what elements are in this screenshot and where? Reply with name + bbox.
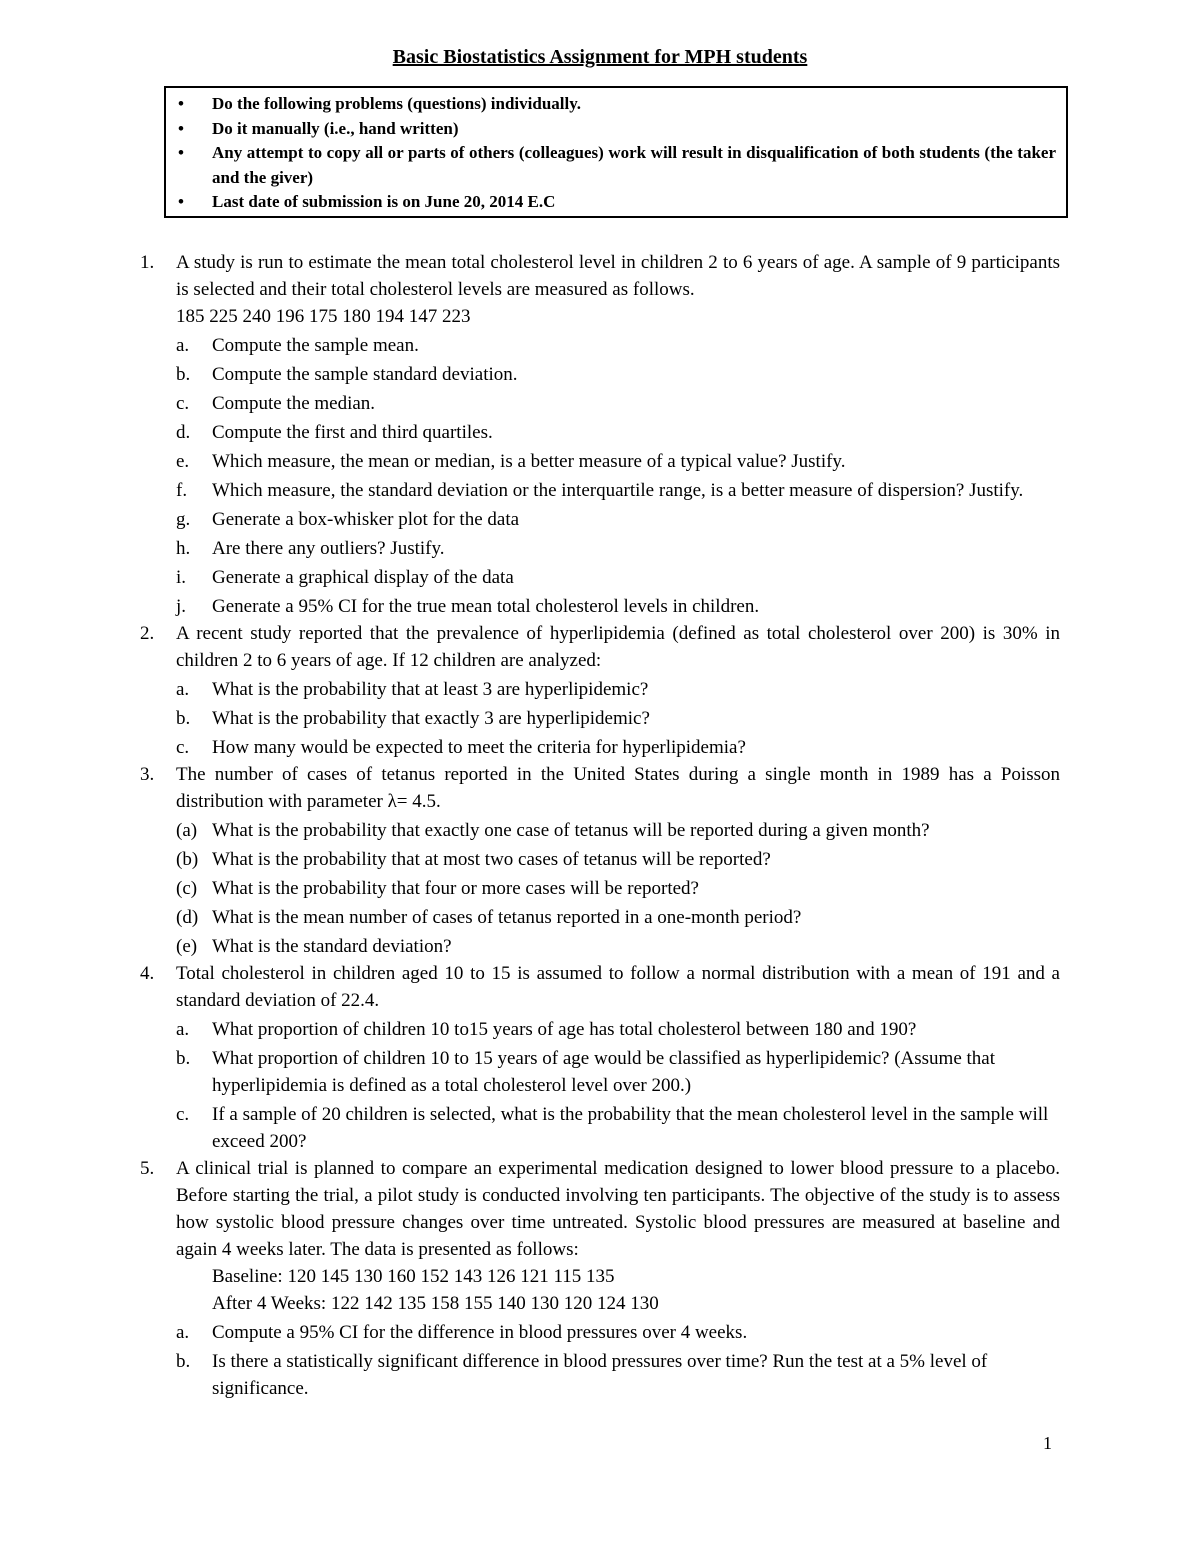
question-item: a. Compute a 95% CI for the difference in blood pressures over 4 weeks.: [176, 1322, 748, 1343]
question-item: a. What proportion of children 10 to15 years of age has total cholesterol between 180 and 190?: [176, 1019, 917, 1040]
question-number: 2.: [140, 623, 155, 644]
question-item: e. Which measure, the mean or median, is a better measure of a typical value? Justify.: [176, 451, 846, 472]
instruction-item: • Last date of submission is on June 20, 2014 E.C: [212, 190, 1056, 215]
question-text: A study is run to estimate the mean total cholesterol level in children 2 to 6 years of age. A sample of 9 participants is selected and their total cholesterol levels are measured as follows.: [176, 252, 1060, 300]
question-4: [140, 960, 1060, 1155]
question-number: 1.: [140, 252, 155, 273]
question-item: (b) What is the probability that at most two cases of tetanus will be reported?: [176, 849, 771, 870]
question-text: A recent study reported that the prevalence of hyperlipidemia (defined as total cholesterol over 200) is 30% in children 2 to 6 years of age. If 12 children are analyzed:: [176, 623, 1060, 671]
question-item: a. What is the probability that at least 3 are hyperlipidemic?: [176, 679, 649, 700]
question-number: 4.: [140, 963, 155, 984]
question-item: b. Compute the sample standard deviation.: [176, 364, 518, 385]
question-5: [140, 1155, 1060, 1402]
question-number: 3.: [140, 764, 155, 785]
question-text: Total cholesterol in children aged 10 to 15 is assumed to follow a normal distribution with a mean of 191 and a standard deviation of 22.4.: [176, 963, 1060, 1011]
page-number: 1: [1043, 1433, 1052, 1453]
question-text: A clinical trial is planned to compare an experimental medication designed to lower blood pressure to a placebo. Before starting the trial, a pilot study is conducted involving ten participants. The objective of the study is to assess how systolic blood pressure changes over time untreated. Systolic blood pressures are measured at baseline and again 4 weeks later. The data is presented as follows:: [176, 1158, 1060, 1260]
instruction-item: • Any attempt to copy all or parts of others (colleagues) work will result in disqualification of both students (the taker and the giver): [212, 141, 1056, 190]
after-4-weeks-data: After 4 Weeks: 122 142 135 158 155 140 130 120 124 130: [212, 1293, 659, 1314]
question-item: b. What proportion of children 10 to 15 years of age would be classified as hyperlipidemic? (Assume that hyperlipidemia is defined as a total cholesterol level over 200.): [176, 1048, 995, 1096]
question-item: c. How many would be expected to meet the criteria for hyperlipidemia?: [176, 737, 746, 758]
question-item: (c) What is the probability that four or more cases will be reported?: [176, 878, 699, 899]
question-item: f. Which measure, the standard deviation or the interquartile range, is a better measure of dispersion? Justify.: [176, 480, 1024, 501]
instruction-item: • Do it manually (i.e., hand written): [212, 117, 1056, 142]
question-item: h. Are there any outliers? Justify.: [176, 538, 445, 559]
question-item: d. Compute the first and third quartiles.: [176, 422, 493, 443]
instructions-list: [166, 88, 1066, 215]
question-number: 5.: [140, 1158, 155, 1179]
question-item: (e) What is the standard deviation?: [176, 936, 452, 957]
question-item: (a) What is the probability that exactly one case of tetanus will be reported during a given month?: [176, 820, 930, 841]
question-item: b. What is the probability that exactly 3 are hyperlipidemic?: [176, 708, 650, 729]
question-3: [140, 761, 1060, 960]
question-item: c. Compute the median.: [176, 393, 376, 414]
questions: [140, 249, 1060, 1402]
question-item: a. Compute the sample mean.: [176, 335, 419, 356]
page-title: Basic Biostatistics Assignment for MPH students: [392, 46, 808, 68]
cholesterol-data: 185 225 240 196 175 180 194 147 223: [176, 306, 471, 327]
question-item: (d) What is the mean number of cases of tetanus reported in a one-month period?: [176, 907, 802, 928]
question-item: c. If a sample of 20 children is selected, what is the probability that the mean cholesterol level in the sample will exceed 200?: [176, 1104, 1049, 1152]
question-item: g. Generate a box-whisker plot for the data: [176, 509, 520, 530]
question-1: [140, 249, 1060, 620]
instruction-item: • Do the following problems (questions) individually.: [212, 92, 1056, 117]
baseline-data: Baseline: 120 145 130 160 152 143 126 121 115 135: [212, 1266, 615, 1287]
instructions-box: [164, 86, 1068, 218]
question-item: i. Generate a graphical display of the data: [176, 567, 514, 588]
question-text: The number of cases of tetanus reported in the United States during a single month in 1989 has a Poisson distribution with parameter λ= 4.5.: [176, 764, 1060, 812]
question-2: [140, 620, 1060, 761]
question-item: j. Generate a 95% CI for the true mean total cholesterol levels in children.: [176, 596, 760, 617]
question-item: b. Is there a statistically significant difference in blood pressures over time? Run the test at a 5% level of significance.: [176, 1351, 988, 1399]
